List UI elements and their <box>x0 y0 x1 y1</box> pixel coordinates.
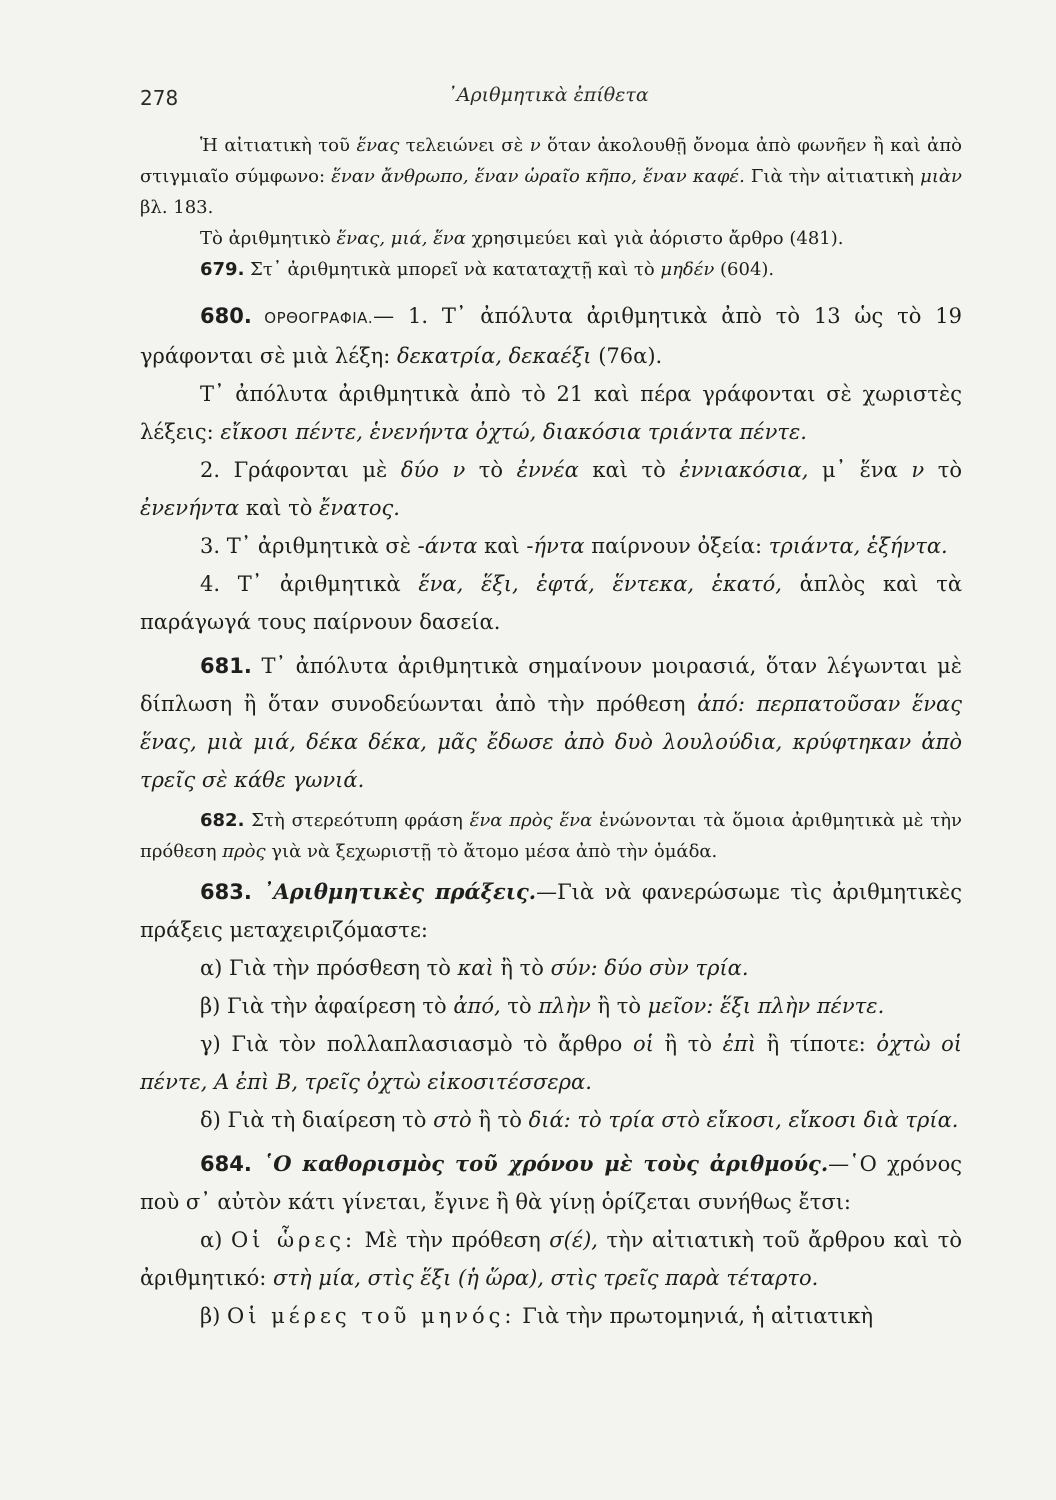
text-run: (604). <box>714 259 775 280</box>
text-run: ἢ τὸ <box>590 994 648 1018</box>
section-682 <box>140 805 962 867</box>
text-run-italic: εἴκοσι πέντε, ἑνενήντα ὀχτώ, διακόσια τριάντα πέντε. <box>220 420 807 444</box>
text-run: Στ᾿ ἀριθμητικὰ μπορεῖ νὰ καταταχτῇ καὶ τὸ <box>244 259 661 280</box>
text-run-italic: πλὴν <box>538 994 591 1018</box>
text-run: ἁπλὸς καὶ τὰ παράγωγά τους παίρνουν δασεία. <box>140 572 963 634</box>
paragraph-accusative <box>140 130 962 223</box>
text-run-italic: -άντα <box>417 534 478 558</box>
text-run-italic: ἀπό, <box>453 994 501 1018</box>
text-run-italic: πρὸς <box>222 841 266 862</box>
text-run: Τ᾿ ἀπόλυτα ἀριθμητικὰ ἀπὸ τὸ 21 καὶ πέρα γράφονται σὲ χωριστὲς λέξεις: <box>140 382 962 444</box>
text-run: Γιὰ τὴν πρωτομηνιά, ἡ αἰτιατικὴ <box>515 1304 874 1328</box>
text-run: ἢ τὸ <box>653 1032 723 1056</box>
text-run: τὸ <box>924 458 962 482</box>
section-heading: ῾Ο καθορισμὸς τοῦ χρόνου μὲ τοὺς ἀριθμούς. <box>251 1151 829 1176</box>
text-run: δ) Γιὰ τὴ διαίρεση τὸ <box>200 1108 434 1132</box>
text-run: ἢ τίποτε: <box>755 1032 877 1056</box>
section-683-division <box>140 1101 962 1139</box>
text-run-italic: ἐπὶ <box>722 1032 756 1056</box>
text-run-italic: σ(έ), <box>549 1228 598 1252</box>
text-run: τὸ <box>465 458 517 482</box>
text-run: ἑνώνονται τὰ ὅμοια ἀριθμητικὰ μὲ τὴν πρόθεση <box>140 810 962 862</box>
section-number: 680. <box>200 304 252 328</box>
section-number: 679. <box>200 259 245 280</box>
text-run: παίρνουν ὀξεία: <box>584 534 769 558</box>
text-run-italic: οἱ <box>632 1032 654 1056</box>
text-run: Τ᾿ ἀπόλυτα ἀριθμητικὰ σημαίνουν μοιρασιά, ὅταν λέγωνται μὲ δίπλωση ἢ ὅταν συνοδεύωνται ἀπὸ τὴν πρόθεση <box>140 654 962 716</box>
text-run-italic: δύο ν <box>400 458 466 482</box>
section-680-item-3 <box>140 527 962 565</box>
section-680-compound <box>140 375 962 451</box>
section-number: 684. <box>200 1152 252 1176</box>
text-run-italic: ἕναν ἄνθρωπο, ἕναν ὡραῖο κῆπο, ἕναν καφέ. <box>331 166 745 187</box>
section-679 <box>140 254 962 285</box>
text-run: καὶ <box>477 534 527 558</box>
page-number: 278 <box>140 86 179 110</box>
text-run-italic: ἕνας, μιά, ἕνα <box>336 228 466 249</box>
text-run: (76α). <box>591 344 663 368</box>
text-run-spaced: Οἱ ὧρες: <box>230 1228 357 1252</box>
text-run-italic: ἐννέα <box>516 458 579 482</box>
text-run-italic: -ήντα <box>526 534 585 558</box>
text-run: 2. Γράφονται μὲ <box>200 458 401 482</box>
section-684-days <box>140 1297 962 1335</box>
text-run: μ᾿ ἕνα <box>808 458 912 482</box>
text-run: 4. Τ᾿ ἀριθμητικὰ <box>200 572 419 596</box>
text-run: — 1. Τ᾿ ἀπόλυτα ἀριθμητικὰ ἀπὸ τὸ 13 ὡς τὸ 19 γράφονται σὲ μιὰ λέξη: <box>140 304 962 368</box>
text-run-italic: ν <box>529 135 541 156</box>
section-680 <box>140 297 962 375</box>
text-run: καὶ τὸ <box>239 496 320 520</box>
text-run-italic: σύν: δύο σὺν τρία. <box>550 956 749 980</box>
section-681 <box>140 647 962 799</box>
text-run-italic: ἔνατος. <box>319 496 400 520</box>
text-run-italic: μεῖον: ἕξι πλὴν πέντε. <box>647 994 885 1018</box>
paragraph-indefinite-article <box>140 223 962 254</box>
section-680-item-4 <box>140 565 962 641</box>
text-run: 3. Τ᾿ ἀριθμητικὰ σὲ <box>200 534 418 558</box>
text-run-italic: ἐνενήντα <box>140 496 240 520</box>
text-run: καὶ τὸ <box>578 458 680 482</box>
text-run-italic: ἐννιακόσια, <box>679 458 809 482</box>
text-run-italic: μιὰν <box>920 166 962 187</box>
text-run-italic: στὴ μία, στὶς ἕξι (ἡ ὥρα), στὶς τρεῖς παρὰ τέταρτο. <box>273 1266 819 1290</box>
text-run: —῾Ο χρόνος ποὺ σ᾿ αὐτὸν κάτι γίνεται, ἔγινε ἢ θὰ γίνῃ ὁρίζεται συνήθως ἔτσι: <box>140 1152 962 1214</box>
text-run: Ἡ αἰτιατικὴ τοῦ <box>200 135 357 156</box>
text-run-italic: ἕνας <box>356 135 400 156</box>
text-run: τελειώνει σὲ <box>399 135 530 156</box>
text-run-italic: καὶ <box>457 956 494 980</box>
text-run: β) <box>200 1304 228 1328</box>
text-run: ἢ τὸ <box>471 1108 529 1132</box>
text-run: —Γιὰ νὰ φανερώσωμε τὶς ἀριθμητικὲς πράξεις μεταχειριζόμαστε: <box>140 880 963 942</box>
text-run-italic: ν <box>911 458 925 482</box>
text-run-italic: ἀπό: περπατοῦσαν ἕνας ἕνας, μιὰ μιά, δέκα δέκα, μᾶς ἔδωσε ἀπὸ δυὸ λουλούδια, κρύφτηκαν ἀπὸ τρεῖς σὲ κάθε γωνιά. <box>140 692 962 792</box>
text-run: γ) Γιὰ τὸν πολλαπλασιασμὸ τὸ ἄρθρο <box>200 1032 633 1056</box>
text-run-italic: δεκατρία, δεκαέξι <box>397 344 592 368</box>
section-683-subtraction <box>140 987 962 1025</box>
section-683-addition <box>140 949 962 987</box>
section-number: 683. <box>200 880 252 904</box>
text-run: α) Γιὰ τὴν πρόσθεση τὸ <box>200 956 458 980</box>
text-run: χρησιμεύει καὶ γιὰ ἀόριστο ἄρθρο (481). <box>465 228 844 249</box>
section-number: 682. <box>200 810 245 831</box>
text-run: Στὴ στερεότυπη φράση <box>244 810 470 831</box>
text-run: Μὲ τὴν πρόθεση <box>356 1228 550 1252</box>
text-run: γιὰ νὰ ξεχωριστῇ τὸ ἄτομο μέσα ἀπὸ τὴν ὁμάδα. <box>265 841 718 862</box>
text-run-italic: στὸ <box>433 1108 472 1132</box>
section-number: 681. <box>200 654 252 678</box>
text-run: τὸ <box>500 994 539 1018</box>
section-680-item-2 <box>140 451 962 527</box>
text-run-italic: μηδέν <box>660 259 715 280</box>
section-683 <box>140 873 962 949</box>
section-684-hours <box>140 1221 962 1297</box>
text-run: βλ. 183. <box>140 197 214 218</box>
section-683-multiplication <box>140 1025 962 1101</box>
section-684 <box>140 1145 962 1221</box>
text-run: ὅταν ἀκολουθῇ ὄνομα ἀπὸ φωνῆεν ἢ καὶ ἀπὸ στιγμιαῖο σύμφωνο: <box>140 135 962 187</box>
text-run-italic: ἕνα, ἕξι, ἑφτά, ἕντεκα, ἑκατό, <box>418 572 782 596</box>
text-run: α) <box>200 1228 231 1252</box>
text-run-italic: ὀχτὼ οἱ πέντε, Α ἐπὶ Β, τρεῖς ὀχτὼ εἰκοσιτέσσερα. <box>140 1032 962 1094</box>
running-title: ᾿Αριθμητικὰ ἐπίθετα <box>447 84 649 106</box>
text-run: Τὸ ἀριθμητικὸ <box>200 228 337 249</box>
text-run-italic: ἕνα πρὸς ἕνα <box>469 810 593 831</box>
text-run: ἢ τὸ <box>493 956 551 980</box>
text-run: β) Γιὰ τὴν ἀφαίρεση τὸ <box>200 994 454 1018</box>
text-run-spaced: Οἱ μέρες τοῦ μηνός: <box>227 1304 516 1328</box>
text-run: τὴν αἰτιατικὴ τοῦ ἄρθρου καὶ τὸ ἀριθμητικό: <box>140 1228 962 1290</box>
text-run: Γιὰ τὴν αἰτιατικὴ <box>744 166 921 187</box>
text-run-italic: τριάντα, ἑξήντα. <box>768 534 948 558</box>
text-run-italic: διά: τὸ τρία στὸ εἴκοσι, εἴκοσι διὰ τρία. <box>528 1108 959 1132</box>
section-heading: ΟΡΘΟΓΡΑΦΙΑ. <box>251 309 374 327</box>
page-body <box>140 130 962 1335</box>
section-heading: ᾿Αριθμητικὲς πράξεις. <box>251 879 537 904</box>
